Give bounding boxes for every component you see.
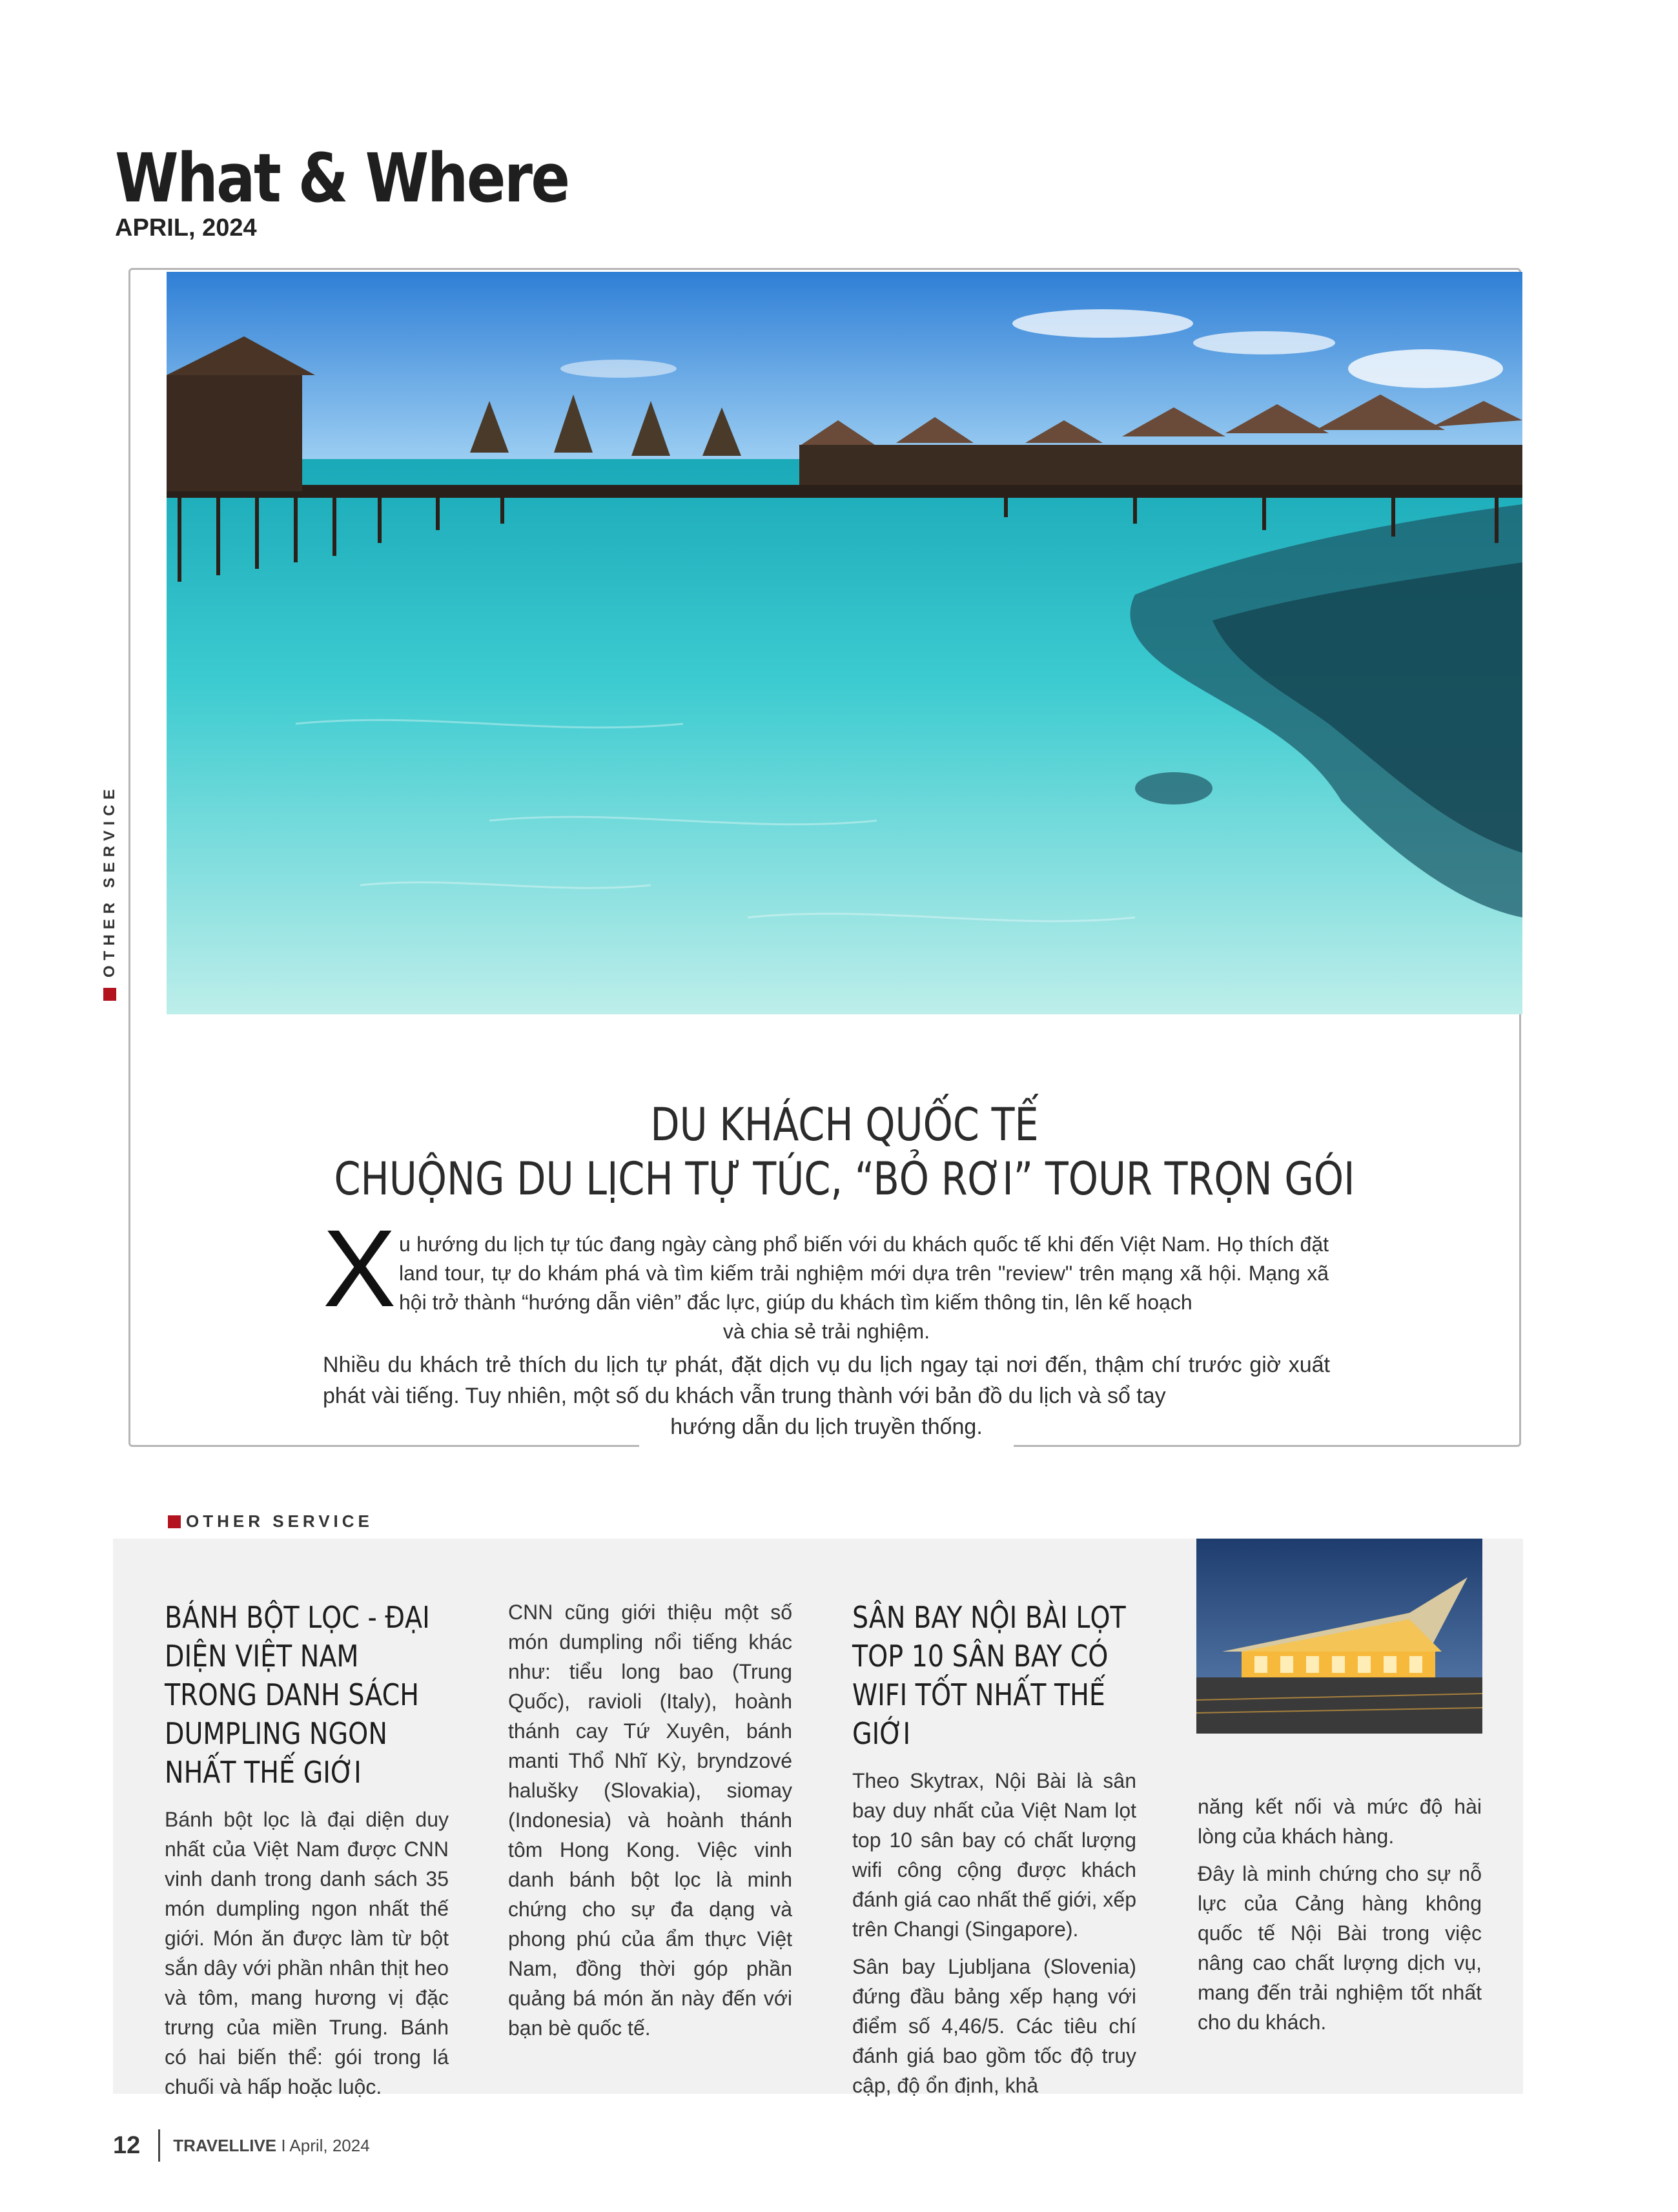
side-section-label <box>94 784 126 1001</box>
article-dumpling-title: BÁNH BỘT LỌC - ĐẠI DIỆN VIỆT NAM TRONG DANH SÁCH DUMPLING NGON NHẤT THẾ GIỚI <box>165 1600 430 1790</box>
footer-credit <box>173 2136 369 2156</box>
section-label <box>168 1511 373 1531</box>
article-airport-paragraph-1: Theo Skytrax, Nội Bài là sân bay duy nhất của Việt Nam lọt top 10 sân bay có chất lượng wifi công cộng được khách đánh giá cao nhất thế giới, xếp trên Changi (Singapore). <box>852 1769 1136 1941</box>
feature-lead-paragraph: u hướng du lịch tự túc đang ngày càng phổ biến với du khách quốc tế khi đến Việt Nam. Họ thích đặt land tour, tự do khám phá và tìm kiếm trải nghiệm mới dựa trên "review" trên mạng xã hội. Mạng xã hội trở thành “hướng dẫn viên” đắc lực, giúp du khách tìm kiếm thông tin, lên kế hoạch <box>399 1233 1329 1314</box>
article-dumpling-col-1 <box>165 1598 449 2109</box>
side-section-label-text: OTHER SERVICE <box>101 784 118 978</box>
footer-separator: I <box>276 2135 290 2155</box>
feature-title-line-1: DU KHÁCH QUỐC TẾ <box>650 1098 1039 1151</box>
feature-body-text: Nhiều du khách trẻ thích du lịch tự phát, đặt dịch vụ du lịch ngay tại nơi đến, thậm chí trước giờ xuất phát vài tiếng. Tuy nhiên, một số du khách vẫn trung thành với bản đồ du lịch và sổ tay <box>323 1353 1330 1408</box>
footer-date: April, 2024 <box>289 2135 370 2155</box>
article-airport-col-2 <box>1198 1792 1482 2045</box>
article-airport-paragraph-3: năng kết nối và mức độ hài lòng của khách hàng. <box>1198 1795 1482 1848</box>
article-airport-paragraph-4: Đây là minh chứng cho sự nỗ lực của Cảng hàng không quốc tế Nội Bài trong việc nâng cao chất lượng dịch vụ, mang đến trải nghiệm tốt nhất cho du khách. <box>1198 1862 1482 2034</box>
feature-body-paragraph <box>323 1349 1330 1442</box>
section-label-text: OTHER SERVICE <box>186 1511 373 1531</box>
drop-cap: X <box>323 1207 396 1330</box>
issue-date: APRIL, 2024 <box>115 214 257 241</box>
article-dumpling-paragraph-2: CNN cũng giới thiệu một số món dumpling nổi tiếng khác như: tiểu long bao (Trung Quốc), ravioli (Italy), hoành thánh cay Tứ Xuyên, bánh manti Thổ Nhĩ Kỳ, bryndzové halušky (Slovakia), siomay (Indonesia) và hoành thánh tôm Hong Kong. Việc vinh danh bánh bột lọc là minh chứng cho sự đa dạng và phong phú của ẩm thực Việt Nam, đồng thời góp phần quảng bá món ăn này đến với bạn bè quốc tế. <box>508 1601 792 2040</box>
article-dumpling-col-2 <box>508 1597 792 2051</box>
article-dumpling-paragraph-1: Bánh bột lọc là đại diện duy nhất của Việt Nam được CNN vinh danh trong danh sách 35 món dumpling ngon nhất thế giới. Món ăn được làm từ bột sắn dây với phần nhân thịt heo và tôm, mang hương vị đặc trưng của miền Trung. Bánh có hai biến thể: gói trong lá chuối và hấp hoặc luộc. <box>165 1808 449 2098</box>
feature-body-last-line: hướng dẫn du lịch truyền thống. <box>670 1415 983 1439</box>
magazine-section-title: What & Where <box>115 139 569 218</box>
feature-title-line-2: CHUỘNG DU LỊCH TỰ TÚC, “BỎ RƠI” TOUR TRỌN GÓI <box>334 1152 1355 1205</box>
hero-photo-water-villas <box>167 272 1522 1014</box>
page-number: 12 <box>113 2131 141 2159</box>
article-airport-paragraph-2: Sân bay Ljubljana (Slovenia) đứng đầu bảng xếp hạng với điểm số 4,46/5. Các tiêu chí đánh giá bao gồm tốc độ truy cập, độ ổn định, khả <box>852 1955 1136 2097</box>
red-square-icon <box>168 1515 181 1528</box>
article-airport-col-1 <box>852 1598 1136 2108</box>
footer-magazine-name: TRAVELLIVE <box>173 2135 277 2155</box>
page-footer <box>113 2129 370 2162</box>
feature-lead-last-line: và chia sẻ trải nghiệm. <box>722 1320 930 1343</box>
feature-title <box>275 1098 1414 1206</box>
airport-illustration <box>1196 1539 1482 1734</box>
red-square-icon <box>103 988 116 1001</box>
airport-photo <box>1196 1539 1482 1734</box>
hero-illustration <box>167 272 1522 1014</box>
article-airport-title: SÂN BAY NỘI BÀI LỌT TOP 10 SÂN BAY CÓ WIFI TỐT NHẤT THẾ GIỚI <box>852 1600 1126 1751</box>
footer-divider <box>158 2129 160 2162</box>
